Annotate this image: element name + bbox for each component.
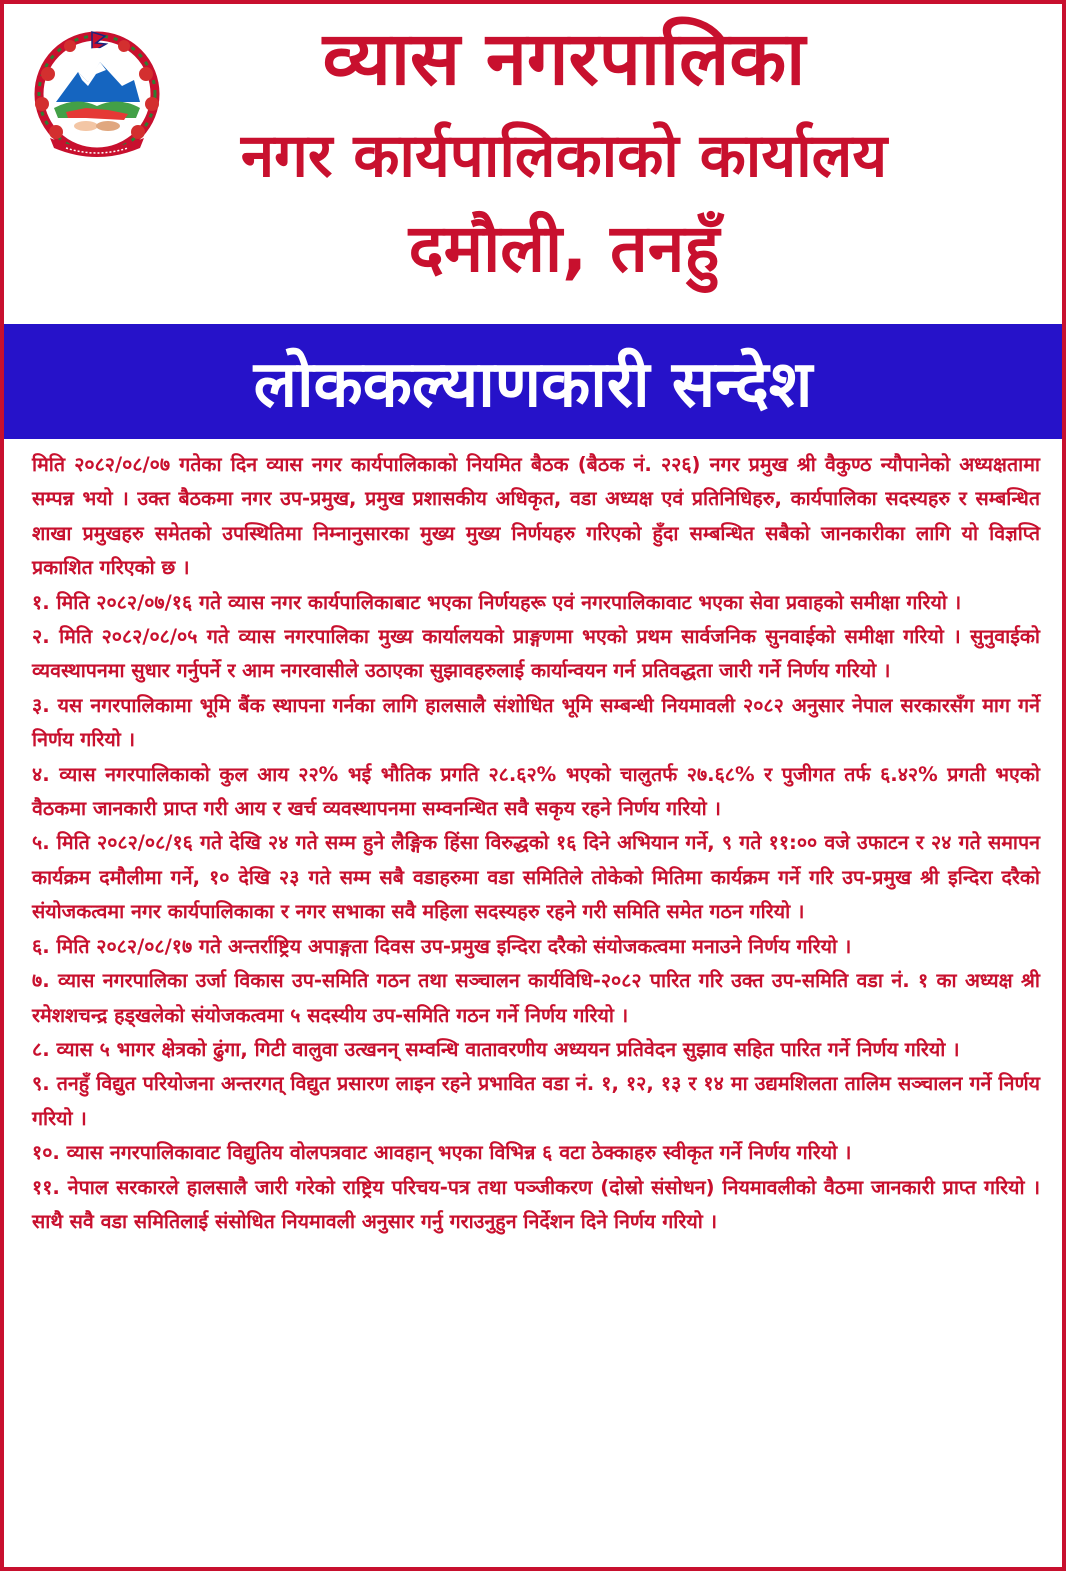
- office-location: दमौली, तनहुँ: [408, 210, 720, 287]
- banner-title: लोककल्याणकारी सन्देश: [253, 348, 813, 422]
- decision-item: ६. मिति २०८२/०८/१७ गते अन्तर्राष्ट्रिय अपाङ्गता दिवस उप-प्रमुख इन्दिरा दरैको संयोजकत्वमा मनाउने निर्णय गरियो ।: [32, 934, 852, 958]
- intro-paragraph: मिति २०८२/०८/०७ गतेका दिन व्यास नगर कार्यपालिकाको नियमित बैठक (बैठक नं. २२६) नगर प्रमुख श्री वैकुण्ठ न्यौपानेको अध्यक्षतामा सम्पन्न भयो । उक्त बैठकमा नगर उप-प्रमुख, प्रमुख प्रशासकीय अधिकृत, वडा अध्यक्ष एवं प्रतिनिधिहरु, कार्यपालिका सदस्यहरु र सम्बन्धित शाखा प्रमुखहरु समेतको उपस्थितिमा निम्नानुसारका मुख्य मुख्य निर्णयहरु गरिएको हुँदा सम्बन्धित सबैको जानकारीका लागि यो विज्ञप्ति प्रकाशित गरिएको छ ।: [32, 453, 1040, 580]
- decision-item: १०. व्यास नगरपालिकावाट विद्युतिय वोलपत्रवाट आवहान् भएका विभिन्न ६ वटा ठेक्काहरु स्वीकृत गर्ने निर्णय गरियो ।: [32, 1141, 852, 1165]
- office-name: नगर कार्यपालिकाको कार्यालय: [240, 121, 888, 191]
- decision-item: ८. व्यास ५ भागर क्षेत्रको ढुंगा, गिटी वालुवा उत्खनन् सम्वन्धि वातावरणीय अध्ययन प्रतिवेदन सुझाव सहित पारित गर्ने निर्णय गरियो ।: [32, 1037, 960, 1061]
- header: [4, 4, 1062, 322]
- notice-body: [32, 448, 1040, 1239]
- decision-item: ५. मिति २०८२/०८/१६ गते देखि २४ गते सम्म हुने लैङ्गिक हिंसा विरुद्धको १६ दिने अभियान गर्ने, ९ गते ११:०० वजे उफाटन र २४ गते समापन कार्यक्रम दमौलीमा गर्ने, १० देखि २३ गते सम्म सबै वडाहरुमा वडा समितिले तोकेको मितिमा कार्यक्रम गर्ने गरि उप-प्रमुख श्री इन्दिरा दरैको संयोजकत्वमा नगर कार्यपालिकाका र नगर सभाका सवै महिला सदस्यहरु रहने गरी समिति समेत गठन गरियो ।: [32, 831, 1040, 924]
- decision-item: ११. नेपाल सरकारले हालसालै जारी गरेको राष्ट्रिय परिचय-पत्र तथा पञ्जीकरण (दोस्रो संसोधन) नियमावलीको वैठमा जानकारी प्राप्त गरियो । साथै सवै वडा समितिलाई संसोधित नियमावली अनुसार गर्नु गराउनुहुन निर्देशन दिने निर्णय गरियो ।: [32, 1175, 1040, 1233]
- banner: [4, 324, 1062, 439]
- decision-item: ३. यस नगरपालिकामा भूमि बैंक स्थापना गर्नका लागि हालसालै संशोधित भूमि सम्बन्धी नियमावली २०८२ अनुसार नेपाल सरकारसँग माग गर्ने निर्णय गरियो ।: [32, 693, 1040, 752]
- decision-item: १. मिति २०८२/०७/१६ गते व्यास नगर कार्यपालिकाबाट भएका निर्णयहरू एवं नगरपालिकावाट भएका सेवा प्रवाहको समीक्षा गरियो ।: [32, 590, 962, 614]
- decision-item: ४. व्यास नगरपालिकाको कुल आय २२% भई भौतिक प्रगति २८.६२% भएको चालुतर्फ २७.६८% र पुजीगत तर्फ ६.४२% प्रगती भएको वैठकमा जानकारी प्राप्त गरी आय र खर्च व्यवस्थापनमा सम्वनन्धित सवै सकृय रहने निर्णय गरियो ।: [32, 762, 1040, 821]
- municipality-name: व्यास नगरपालिका: [322, 16, 806, 102]
- decision-item: २. मिति २०८२/०८/०५ गते व्यास नगरपालिका मुख्य कार्यालयको प्राङ्गणमा भएको प्रथम सार्वजनिक सुनवाईको समीक्षा गरियो । सुनुवाईको व्यवस्थापनमा सुधार गर्नुपर्ने र आम नगरवासीले उठाएका सुझावहरुलाई कार्यान्वयन गर्न प्रतिवद्धता जारी गर्ने निर्णय गरियो ।: [32, 625, 1040, 683]
- nepal-government-emblem-icon: [26, 30, 168, 160]
- decision-item: ७. व्यास नगरपालिका उर्जा विकास उप-समिति गठन तथा सञ्चालन कार्यविधि-२०८२ पारित गरि उक्त उप-समिति वडा नं. १ का अध्यक्ष श्री रमेशशचन्द्र हड्खलेको संयोजकत्वमा ५ सदस्यीय उप-समिति गठन गर्ने निर्णय गरियो ।: [32, 969, 1040, 1027]
- decision-item: ९. तनहुँ विद्युत परियोजना अन्तरगत् विद्युत प्रसारण लाइन रहने प्रभावित वडा नं. १, १२, १३ र १४ मा उद्यमशिलता तालिम सञ्चालन गर्ने निर्णय गरियो ।: [32, 1072, 1040, 1130]
